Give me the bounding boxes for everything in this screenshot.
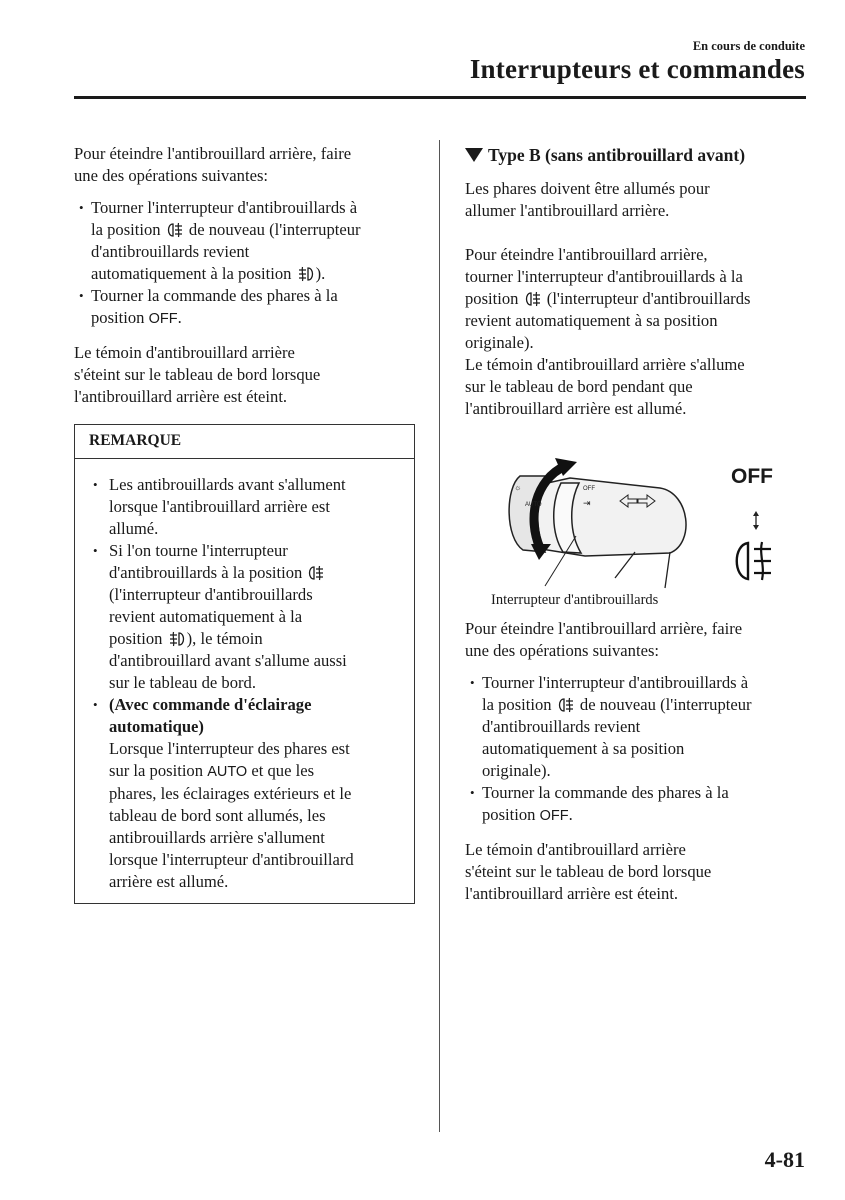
rear-fog-light-icon: [557, 697, 575, 713]
stalk-off-label: OFF: [583, 486, 595, 492]
section-label: En cours de conduite: [692, 39, 805, 53]
note-item: • (Avec commande d'éclairage automatique) Lorsque l'interrupteur des phares est sur la position AUTO et que les phares, les éclairages extérieurs et le tableau de bord sont allumés, les antibrouillards arrière s'allument lorsque l'interrupteur d'antibrouillard arrière est allumé.: [90, 694, 404, 893]
list-item: • Tourner l'interrupteur d'antibrouillards à la position de nouveau (l'interrupteur d'antibrouillards revient automatiquement à sa position originale).: [465, 672, 805, 782]
left-closing: Le témoin d'antibrouillard arrière s'éteint sur le tableau de bord lorsque l'antibrouillard arrière est éteint.: [74, 343, 321, 406]
right-para-3: Le témoin d'antibrouillard arrière s'allume sur le tableau de bord pendant que l'antibrouillard arrière est allumé.: [465, 355, 745, 418]
right-closing: Le témoin d'antibrouillard arrière s'éteint sur le tableau de bord lorsque l'antibrouillard arrière est éteint.: [465, 840, 712, 903]
list-item: • Tourner la commande des phares à la position OFF.: [465, 782, 805, 827]
front-fog-light-icon: [168, 631, 186, 647]
note-item: • Les antibrouillards avant s'allument lorsque l'antibrouillard arrière est allumé.: [90, 474, 404, 540]
note-heading: REMARQUE: [75, 425, 414, 459]
front-fog-light-icon: [297, 266, 315, 282]
right-steps-list: [465, 672, 805, 827]
off-label: OFF: [731, 465, 773, 488]
page-title: Interrupteurs et commandes: [469, 54, 805, 84]
figure-caption: Interrupteur d'antibrouillards: [491, 592, 659, 608]
rear-fog-light-icon: [524, 291, 542, 307]
note-box: [74, 424, 415, 904]
switch-position-label: AUTO: [207, 764, 248, 780]
note-item: • Si l'on tourne l'interrupteur d'antibrouillards à la position (l'interrupteur d'antibrouillards revient automatiquement à la position ), le témoin d'antibrouillard avant s'allume aussi sur le tableau de bord.: [90, 540, 404, 694]
right-para-2: Pour éteindre l'antibrouillard arrière, tourner l'interrupteur d'antibrouillards à la position (l'interrupteur d'antibrouillards revient automatiquement à sa position originale).: [465, 245, 751, 352]
rear-fog-light-icon: [737, 542, 771, 580]
column-divider: [439, 140, 440, 1132]
svg-text:⇥: ⇥: [583, 498, 591, 508]
left-steps-list: [74, 197, 419, 330]
header-rule: [74, 96, 806, 99]
switch-position-label: OFF: [539, 808, 569, 824]
right-para-1: Les phares doivent être allumés pour allumer l'antibrouillard arrière.: [465, 179, 710, 220]
fog-switch-figure: [465, 448, 805, 618]
switch-position-label: OFF: [148, 311, 178, 327]
rear-fog-light-icon: [307, 565, 325, 581]
list-item: • Tourner l'interrupteur d'antibrouillards à la position de nouveau (l'interrupteur d'antibrouillards revient automatiquement à la position ).: [74, 197, 419, 285]
rear-fog-light-icon: [166, 222, 184, 238]
list-item: • Tourner la commande des phares à la position OFF.: [74, 285, 419, 330]
left-column: [74, 143, 419, 904]
left-intro: Pour éteindre l'antibrouillard arrière, faire une des opérations suivantes:: [74, 144, 352, 185]
stalk-auto-label: AUTO: [525, 502, 542, 508]
right-column: [465, 143, 805, 905]
section-heading: Type B (sans antibrouillard avant): [465, 144, 805, 166]
svg-text:☼: ☼: [514, 483, 522, 492]
triangle-marker-icon: [465, 148, 483, 162]
page-number: 4-81: [764, 1147, 805, 1172]
right-para-4: Pour éteindre l'antibrouillard arrière, faire une des opérations suivantes:: [465, 619, 743, 660]
